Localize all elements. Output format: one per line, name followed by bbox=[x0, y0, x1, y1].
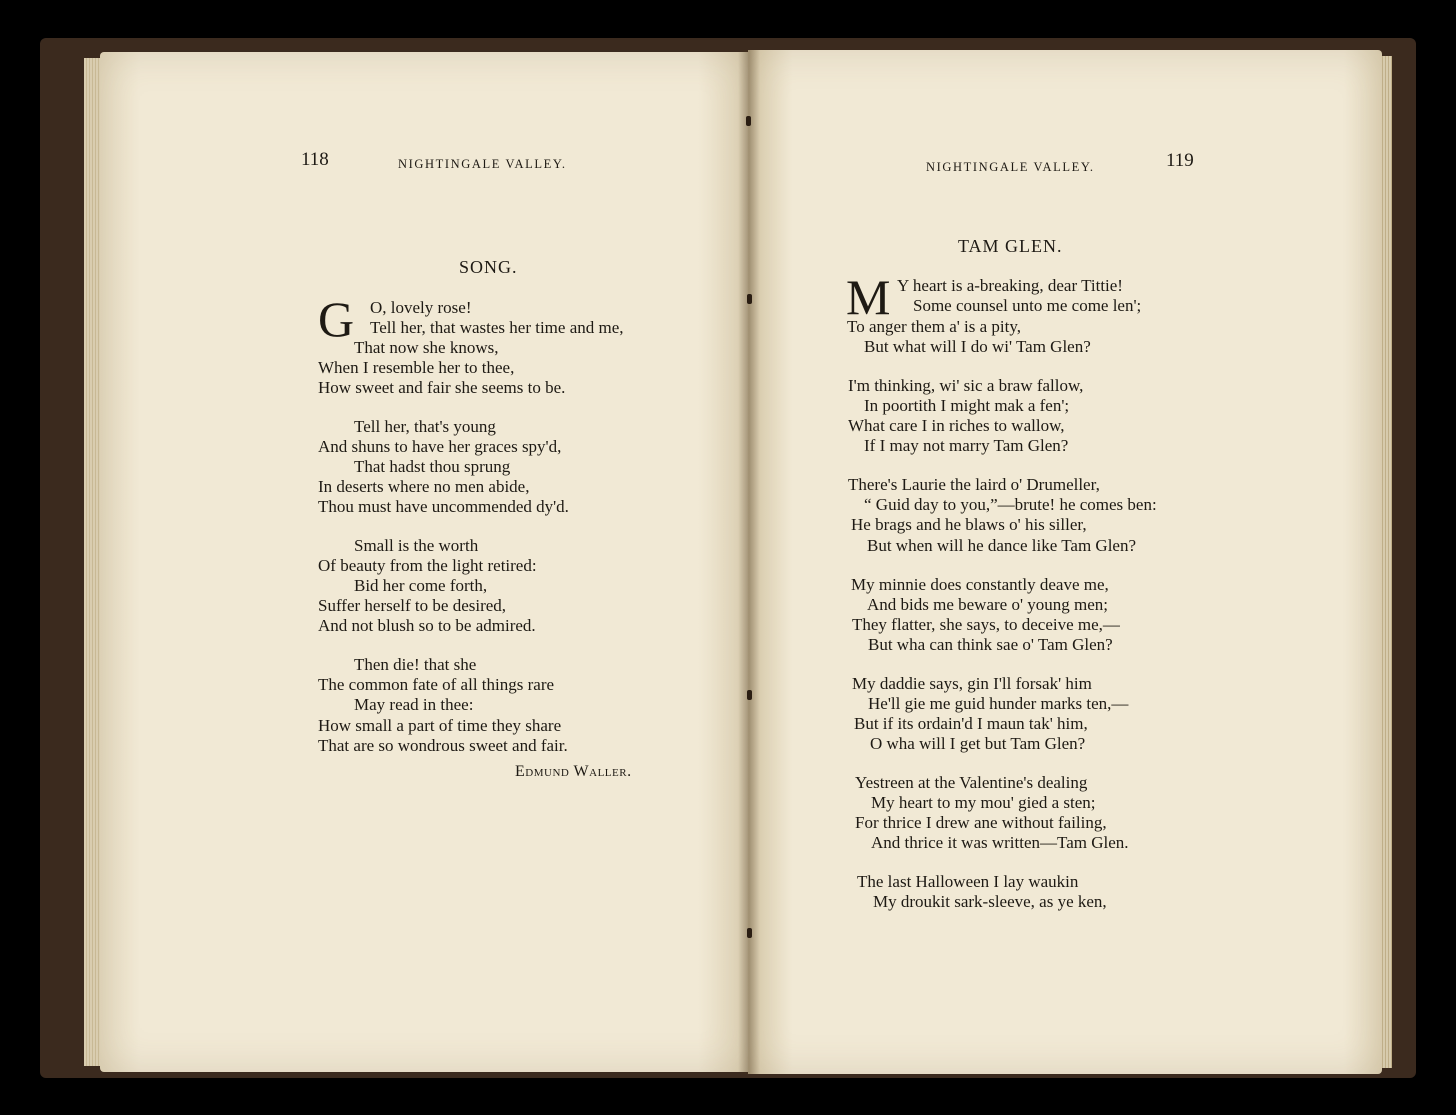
poem-line: Bid her come forth, bbox=[354, 576, 488, 595]
poem-line: But if its ordain'd I maun tak' him, bbox=[854, 714, 1088, 733]
poem-line: What care I in riches to wallow, bbox=[848, 416, 1065, 435]
poem-line: In deserts where no men abide, bbox=[318, 477, 530, 496]
book-gutter bbox=[738, 50, 760, 1074]
poem-line: He brags and he blaws o' his siller, bbox=[851, 515, 1087, 534]
poem-line: When I resemble her to thee, bbox=[318, 358, 515, 377]
binding-stitch bbox=[747, 928, 752, 938]
left-attribution: Edmund Waller. bbox=[515, 763, 632, 780]
poem-line: He'll gie me guid hunder marks ten,— bbox=[868, 694, 1129, 713]
right-page bbox=[748, 50, 1382, 1074]
poem-line: My droukit sark-sleeve, as ye ken, bbox=[873, 892, 1107, 911]
right-running-head: NIGHTINGALE VALLEY. bbox=[926, 160, 1095, 174]
poem-line: My daddie says, gin I'll forsak' him bbox=[852, 674, 1092, 693]
poem-line: If I may not marry Tam Glen? bbox=[864, 436, 1069, 455]
poem-line: In poortith I might mak a fen'; bbox=[864, 396, 1070, 415]
poem-line: Suffer herself to be desired, bbox=[318, 596, 507, 615]
right-dropcap: M bbox=[846, 269, 891, 325]
left-first-line: O, lovely rose! bbox=[370, 298, 472, 317]
poem-line: And not blush so to be admired. bbox=[318, 616, 536, 635]
poem-line: But when will he dance like Tam Glen? bbox=[867, 536, 1137, 555]
poem-line: Some counsel unto me come len'; bbox=[913, 296, 1142, 315]
poem-line: How small a part of time they share bbox=[318, 716, 562, 735]
poem-line: For thrice I drew ane without failing, bbox=[855, 813, 1107, 832]
poem-line: They flatter, she says, to deceive me,— bbox=[852, 615, 1120, 634]
poem-line: Yestreen at the Valentine's dealing bbox=[855, 773, 1088, 792]
poem-line: I'm thinking, wi' sic a braw fallow, bbox=[848, 376, 1084, 395]
left-dropcap: G bbox=[318, 291, 355, 347]
poem-line: To anger them a' is a pity, bbox=[847, 317, 1022, 336]
left-poem-title: SONG. bbox=[459, 257, 518, 277]
poem-line: The last Halloween I lay waukin bbox=[857, 872, 1079, 891]
poem-line: The common fate of all things rare bbox=[318, 675, 555, 694]
poem-line: “ Guid day to you,”—brute! he comes ben: bbox=[864, 495, 1157, 514]
poem-line: Of beauty from the light retired: bbox=[318, 556, 537, 575]
poem-line: Thou must have uncommended dy'd. bbox=[318, 497, 569, 516]
poem-line: And shuns to have her graces spy'd, bbox=[318, 437, 562, 456]
poem-line: But what will I do wi' Tam Glen? bbox=[864, 337, 1091, 356]
poem-line: But wha can think sae o' Tam Glen? bbox=[868, 635, 1113, 654]
binding-stitch bbox=[746, 116, 751, 126]
poem-line: Tell her, that's young bbox=[354, 417, 496, 436]
poem-line: That are so wondrous sweet and fair. bbox=[318, 736, 568, 755]
poem-line: My heart to my mou' gied a sten; bbox=[871, 793, 1096, 812]
poem-line: Small is the worth bbox=[354, 536, 479, 555]
left-running-head: NIGHTINGALE VALLEY. bbox=[398, 157, 567, 171]
poem-line: My minnie does constantly deave me, bbox=[851, 575, 1109, 594]
right-poem-title: TAM GLEN. bbox=[958, 236, 1063, 256]
poem-line: How sweet and fair she seems to be. bbox=[318, 378, 566, 397]
poem-line: Then die! that she bbox=[354, 655, 477, 674]
binding-stitch bbox=[747, 690, 752, 700]
poem-line: Tell her, that wastes her time and me, bbox=[370, 318, 624, 337]
poem-line: That hadst thou sprung bbox=[354, 457, 511, 476]
right-first-line: Y heart is a-breaking, dear Tittie! bbox=[897, 276, 1123, 295]
poem-line: O wha will I get but Tam Glen? bbox=[870, 734, 1086, 753]
binding-stitch bbox=[747, 294, 752, 304]
poem-line: There's Laurie the laird o' Drumeller, bbox=[848, 475, 1100, 494]
poem-line: May read in thee: bbox=[354, 695, 474, 714]
poem-line: And thrice it was written—Tam Glen. bbox=[871, 833, 1129, 852]
poem-line: That now she knows, bbox=[354, 338, 499, 357]
poem-line: And bids me beware o' young men; bbox=[867, 595, 1109, 614]
left-page-number: 118 bbox=[301, 149, 329, 170]
right-page-number: 119 bbox=[1166, 150, 1194, 171]
